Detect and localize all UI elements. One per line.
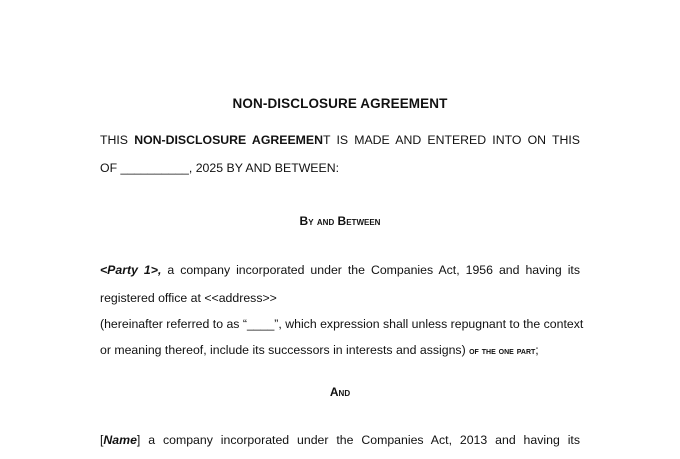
- intro-prefix: THIS: [100, 133, 135, 147]
- party1-line-1-rest: a company incorporated under the Companies Act, 1956 and having its: [161, 263, 580, 277]
- party2-line-1-rest: a company incorporated under the Companies Act, 2013 and having its: [148, 433, 580, 447]
- party1-line-1: [100, 256, 580, 284]
- and-heading: And: [329, 385, 351, 399]
- party1-line-4-end: ;: [535, 343, 539, 357]
- intro-line-1-rest: T IS MADE AND ENTERED INTO ON THIS: [323, 133, 580, 147]
- intro-line-1: [100, 126, 580, 154]
- party2-paragraph: [100, 426, 580, 454]
- party2-close-bracket: ]: [136, 433, 141, 447]
- party1-of-the-one-part: of the one part: [469, 345, 536, 357]
- document-title: NON-DISCLOSURE AGREEMENT: [232, 96, 448, 111]
- intro-line-2: OF __________, 2025 BY AND BETWEEN:: [100, 161, 340, 175]
- intro-paragraph: [100, 126, 580, 182]
- party1-line-3: (hereinafter referred to as “____”, which expression shall unless repugnant to the context: [100, 317, 584, 331]
- party1-line-4: [100, 336, 580, 364]
- party1-line-2: registered office at <<address>>: [100, 291, 277, 305]
- intro-bold-title: NON-DISCLOSURE AGREEMEN: [134, 133, 323, 147]
- party1-name: <Party 1>,: [100, 263, 162, 277]
- party2-line-1: [100, 426, 580, 454]
- party2-open-bracket: [: [100, 433, 104, 447]
- party1-line-4-text: or meaning thereof, include its successors in interests and assigns): [100, 343, 470, 357]
- party2-name: Name: [103, 433, 137, 447]
- party1-paragraph: [100, 256, 584, 364]
- by-and-between-heading: By and Between: [299, 214, 381, 228]
